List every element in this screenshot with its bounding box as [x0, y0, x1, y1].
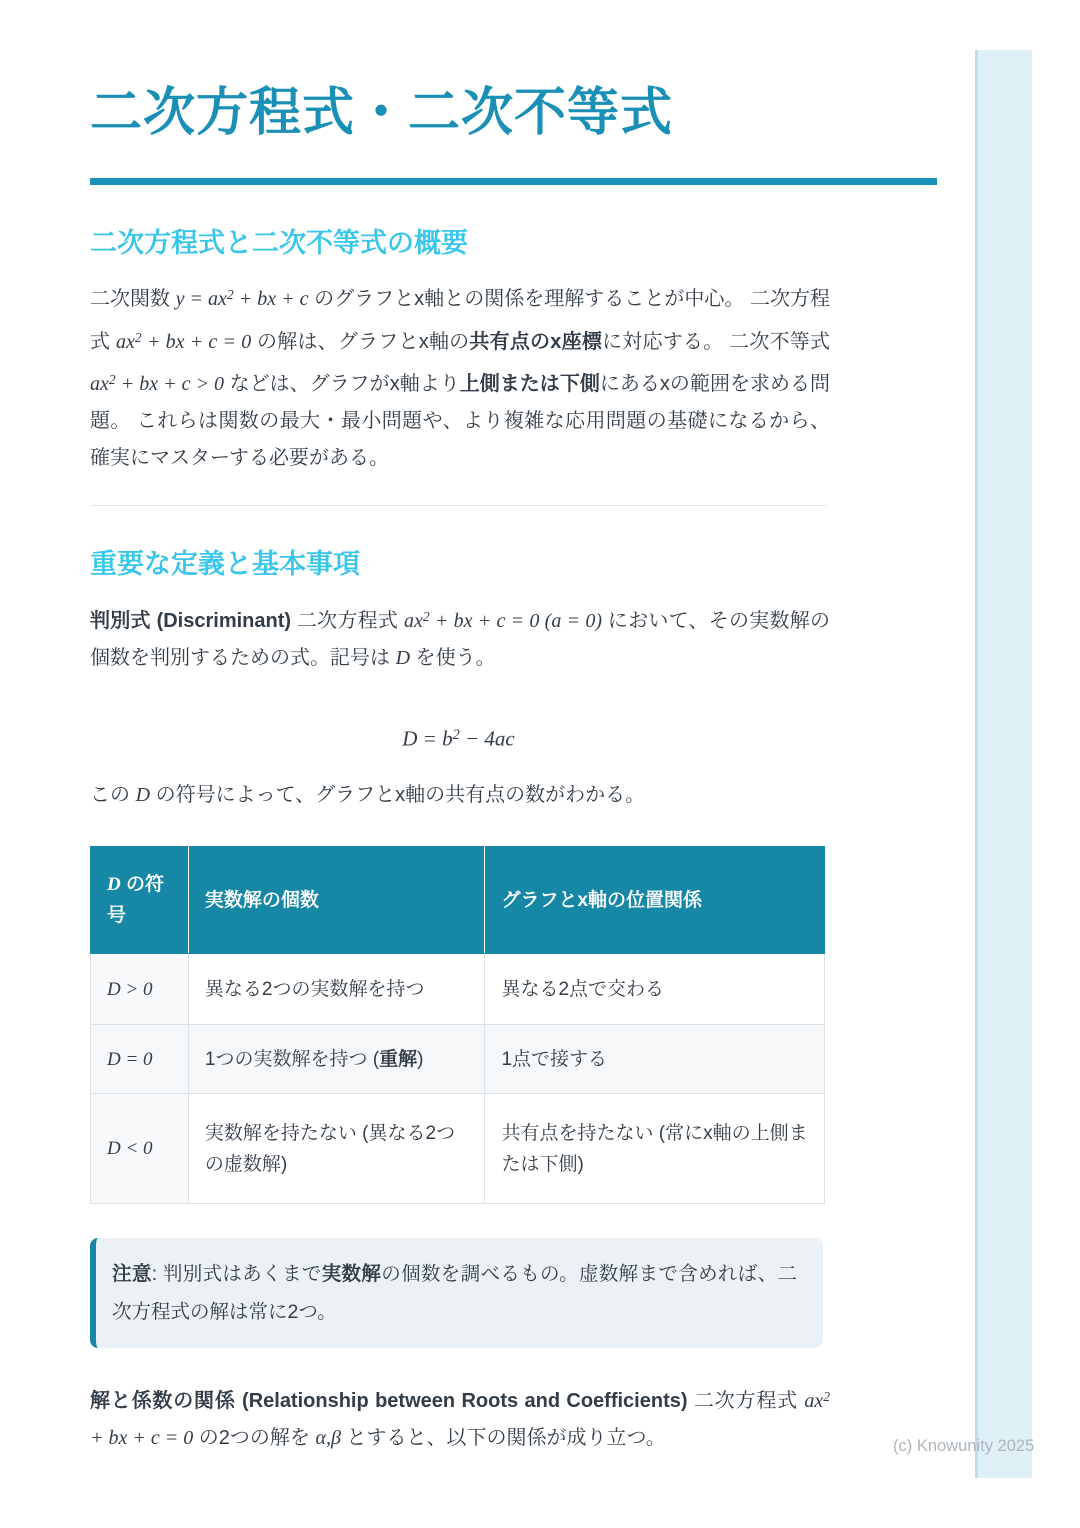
cell-graph-relation: 共有点を持たない (常にx軸の上側または下側)	[485, 1094, 825, 1204]
note-text: 注意: 判別式はあくまで実数解の個数を調べるもの。虚数解まで含めれば、二次方程式の解は常に2つ。	[112, 1263, 797, 1324]
discriminant-sign-paragraph: この D の符号によって、グラフとx軸の共有点の数がわかる。	[90, 784, 646, 807]
cell-real-solutions: 実数解を持たない (異なる2つの虚数解)	[188, 1094, 485, 1204]
table-row	[91, 1094, 825, 1204]
cell-real-solutions: 1つの実数解を持つ (重解)	[188, 1025, 485, 1094]
section-overview-heading: 二次方程式と二次不等式の概要	[90, 227, 468, 258]
cell-real-solutions: 異なる2つの実数解を持つ	[188, 954, 485, 1025]
cell-d-sign: D = 0	[91, 1025, 189, 1094]
copyright-footer: (c) Knowunity 2025	[893, 1437, 1035, 1455]
scrollbar[interactable]	[975, 50, 1032, 1478]
discriminant-table	[90, 846, 825, 1204]
table-header-real-solutions: 実数解の個数	[188, 847, 485, 954]
note-box	[90, 1238, 823, 1348]
table-row	[91, 1025, 825, 1094]
page-title: 二次方程式・二次不等式	[90, 84, 674, 142]
overview-paragraph: 二次関数 $y = ax^2$ + bx + c のグラフとx軸との関係を理解することが中心。 二次方程式 $ax^2$ + bx + c = 0 の解は、グラフとx軸の共有点のx座標に対応する。 二次不等式 $ax^2$ + bx + c > 0 などは、グラフがx軸より上側または下側にあるxの範囲を求める問題。 これらは関数の最大・最小問題や、より複雑な応用問題の基礎になるから、確実にマスターする必要がある。	[90, 287, 831, 469]
table-header-graph-relation: グラフとx軸の位置関係	[485, 847, 825, 954]
discriminant-formula: $D = b^2 - 4ac$	[402, 726, 515, 751]
cell-graph-relation: 1点で接する	[485, 1025, 825, 1094]
section-definitions-heading: 重要な定義と基本事項	[90, 548, 360, 579]
cell-graph-relation: 異なる2点で交わる	[485, 954, 825, 1025]
section-definitions	[90, 546, 830, 1457]
roots-coefficients-paragraph: 解と係数の関係 (Relationship between Roots and Coefficients) 二次方程式 $ax^2$ + bx + c = 0 の2つの解を α,β とすると、以下の関係が成り立つ。	[90, 1389, 830, 1450]
discriminant-definition-paragraph: 判別式 (Discriminant) 二次方程式 $ax^2$ + bx + c = 0 (a = 0) において、その実数解の個数を判別するための式。記号は D を使う。	[90, 608, 830, 669]
cell-d-sign: D < 0	[91, 1094, 189, 1204]
section-overview	[90, 225, 830, 477]
section-divider	[90, 505, 827, 506]
table-header-d-sign: D の符号	[91, 847, 189, 954]
title-divider	[90, 178, 937, 185]
document-content	[90, 0, 830, 1457]
cell-d-sign: D > 0	[91, 954, 189, 1025]
table-row	[91, 954, 825, 1025]
table-header-row	[91, 847, 825, 954]
